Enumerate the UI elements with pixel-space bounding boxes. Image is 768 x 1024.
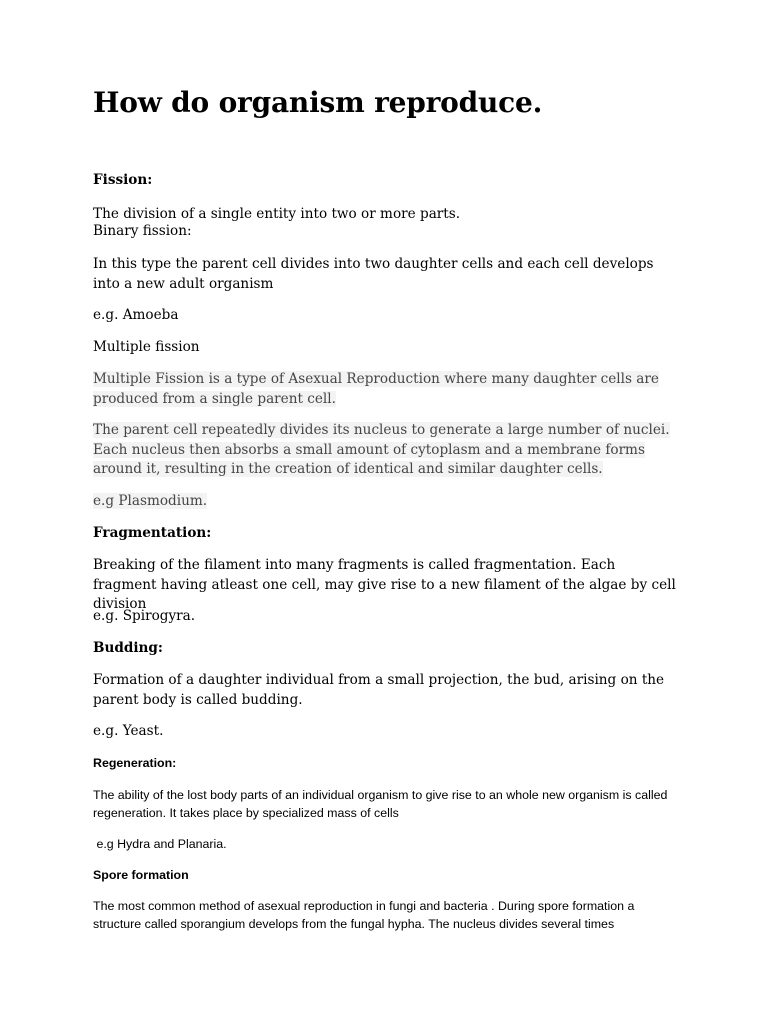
- multiple-fission-text-1: [93, 370, 683, 409]
- spore-formation-heading: Spore formation: [93, 868, 189, 882]
- multiple-fission-example-span: e.g Plasmodium.: [93, 493, 208, 509]
- binary-fission-heading: Binary fission:: [93, 223, 192, 239]
- spore-formation-text: The most common method of asexual reproduction in fungi and bacteria . During spore formation a structure called sporangium develops from the fungal hypha. The nucleus divides several times: [93, 899, 635, 931]
- fragmentation-example: e.g. Spirogyra.: [93, 608, 196, 624]
- budding-example: e.g. Yeast.: [93, 723, 164, 739]
- budding-text: Formation of a daughter individual from a small projection, the bud, arising on the parent body is called budding.: [93, 672, 665, 708]
- binary-fission-text: In this type the parent cell divides into two daughter cells and each cell develops into a new adult organism: [93, 256, 654, 292]
- multiple-fission-text-2: [93, 421, 683, 480]
- multiple-fission-text-1-span: Multiple Fission is a type of Asexual Reproduction where many daughter cells are produced from a single parent cell.: [93, 371, 659, 407]
- fragmentation-heading: Fragmentation:: [93, 525, 212, 541]
- binary-fission-example: e.g. Amoeba: [93, 307, 179, 323]
- regeneration-example: e.g Hydra and Planaria.: [93, 837, 227, 851]
- regeneration-text: The ability of the lost body parts of an individual organism to give rise to an whole new organism is called regeneration. It takes place by specialized mass of cells: [93, 788, 668, 820]
- multiple-fission-heading: Multiple fission: [93, 339, 200, 355]
- regeneration-heading: Regeneration:: [93, 756, 177, 770]
- multiple-fission-example: [93, 492, 683, 512]
- fragmentation-text: Breaking of the filament into many fragments is called fragmentation. Each fragment having atleast one cell, may give rise to a new filament of the algae by cell division: [93, 557, 676, 612]
- fission-heading: Fission:: [93, 172, 153, 188]
- fission-definition: The division of a single entity into two or more parts.: [93, 206, 461, 222]
- budding-heading: Budding:: [93, 640, 163, 656]
- page-title: How do organism reproduce.: [93, 86, 543, 119]
- multiple-fission-text-2-span: The parent cell repeatedly divides its nucleus to generate a large number of nuclei. Each nucleus then absorbs a small amount of cytoplasm and a membrane forms around it, resulting in the creation of identical and similar daughter cells.: [93, 422, 670, 477]
